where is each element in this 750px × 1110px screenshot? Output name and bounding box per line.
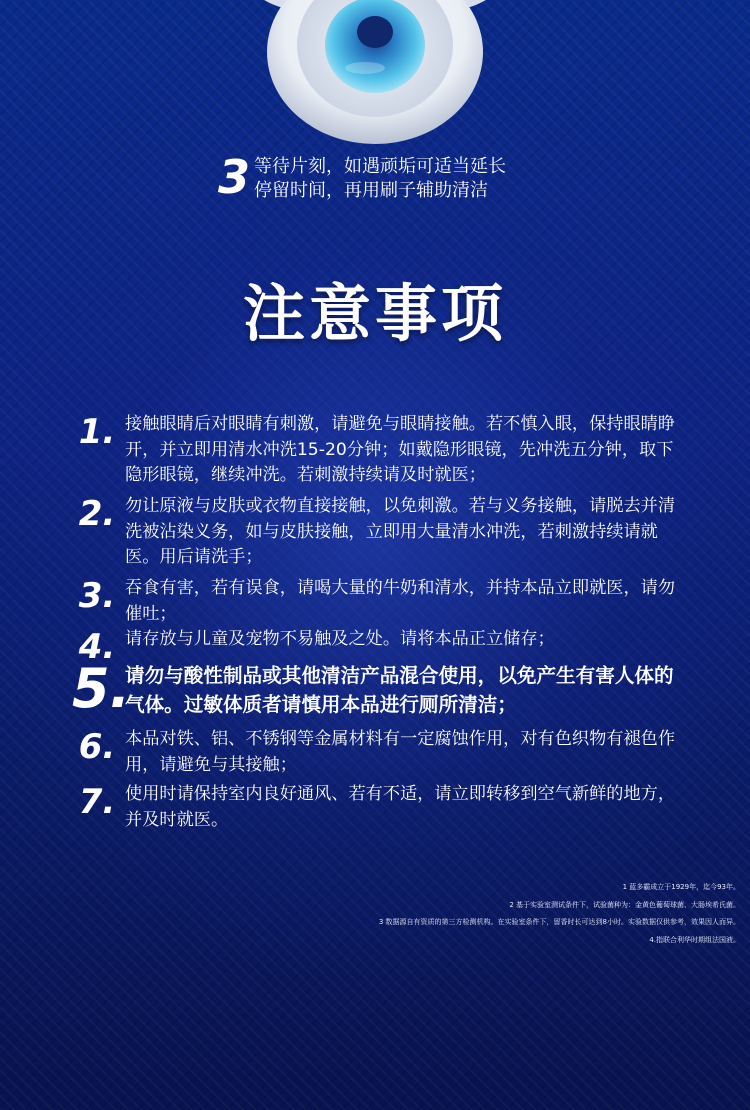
item-number: 1. <box>78 412 116 452</box>
precautions-title: 注意事项 <box>242 277 507 350</box>
footnote-4: 4.指联合利华时期组法国液。 <box>649 935 740 944</box>
toilet-illustration <box>240 0 510 150</box>
item-number: 5. <box>72 657 131 720</box>
step-3-line-2: 停留时间，再用刷子辅助清洁 <box>254 180 488 201</box>
footnotes <box>200 882 740 952</box>
item-text: 接触眼睛后对眼睛有刺激，请避免与眼睛接触。若不慎入眼，保持眼睛睁开，并立即用清水冲洗15-20分钟；如戴隐形眼镜，先冲洗五分钟，取下隐形眼镜，继续冲洗。若刺激持续请及时就医； <box>125 414 676 485</box>
step-number: 3 <box>218 150 251 204</box>
item-number: 4. <box>78 627 116 667</box>
item-text: 勿让原液与皮肤或衣物直接接触，以免刺激。若与义务接触，请脱去并清洗被沾染义务，如与皮肤接触，立即用大量清水冲洗，若刺激持续请就医。用后请洗手； <box>125 496 676 567</box>
item-text: 本品对铁、铝、不锈钢等金属材料有一定腐蚀作用，对有色织物有褪色作用，请避免与其接触； <box>125 729 676 775</box>
step-3-line-1: 等待片刻，如遇顽垢可适当延长 <box>254 156 506 177</box>
item-text: 使用时请保持室内良好通风、若有不适，请立即转移到空气新鲜的地方，并及时就医。 <box>125 784 676 830</box>
item-number: 6. <box>78 727 116 767</box>
item-text: 请勿与酸性制品或其他清洁产品混合使用，以免产生有害人体的气体。过敏体质者请慎用本品进行厕所清洁； <box>125 664 674 716</box>
step-3-caption <box>218 152 578 208</box>
footnote-2: 2 基于实验室测试条件下，试验菌种为：金黄色葡萄球菌、大肠埃希氏菌。 <box>509 900 740 909</box>
item-text: 请存放与儿童及宠物不易触及之处。请将本品正立储存； <box>125 629 555 649</box>
footnote-1: 1 蓝多霸成立于1929年，迄今93年。 <box>622 883 740 891</box>
item-number: 7. <box>78 782 116 822</box>
item-text: 吞食有害，若有误食，请喝大量的牛奶和清水，并持本品立即就医，请勿催吐； <box>125 578 676 624</box>
footnote-3: 3 数据源自有资质的第三方检测机构。在实验室条件下，留香时长可达到8小时。实验数据仅供参考，效果因人而异。 <box>378 918 740 926</box>
item-number: 2. <box>78 494 116 534</box>
item-number: 3. <box>78 576 116 616</box>
